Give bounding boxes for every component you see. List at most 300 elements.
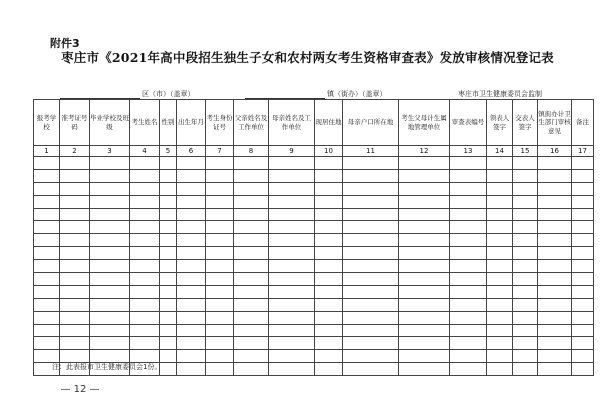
table-cell[interactable] xyxy=(60,169,90,182)
table-cell[interactable] xyxy=(315,234,343,247)
table-cell[interactable] xyxy=(538,208,572,221)
table-cell[interactable] xyxy=(343,247,399,260)
table-cell[interactable] xyxy=(572,324,594,337)
table-cell[interactable] xyxy=(60,350,90,363)
table-cell[interactable] xyxy=(60,234,90,247)
table-cell[interactable] xyxy=(130,221,160,234)
table-cell[interactable] xyxy=(399,324,450,337)
table-cell[interactable] xyxy=(60,208,90,221)
table-cell[interactable] xyxy=(399,234,450,247)
table-cell[interactable] xyxy=(234,195,269,208)
table-row xyxy=(34,285,594,298)
table-cell[interactable] xyxy=(513,273,538,286)
table-cell[interactable] xyxy=(343,350,399,363)
table-cell[interactable] xyxy=(34,182,60,195)
table-cell[interactable] xyxy=(234,363,269,376)
table-cell[interactable] xyxy=(572,337,594,350)
table-cell[interactable] xyxy=(90,311,130,324)
table-cell[interactable] xyxy=(572,195,594,208)
table-cell[interactable] xyxy=(450,285,487,298)
table-cell[interactable] xyxy=(513,169,538,182)
table-cell[interactable] xyxy=(343,182,399,195)
table-cell[interactable] xyxy=(572,350,594,363)
table-cell[interactable] xyxy=(206,285,234,298)
table-cell[interactable] xyxy=(269,195,315,208)
table-cell[interactable] xyxy=(343,363,399,376)
table-cell[interactable] xyxy=(130,182,160,195)
table-cell[interactable] xyxy=(206,337,234,350)
table-cell[interactable] xyxy=(234,221,269,234)
table-cell[interactable] xyxy=(513,221,538,234)
table-cell[interactable] xyxy=(130,208,160,221)
table-cell[interactable] xyxy=(177,363,206,376)
column-number: 6 xyxy=(177,146,206,157)
table-cell[interactable] xyxy=(487,298,513,311)
table-cell[interactable] xyxy=(34,273,60,286)
table-cell[interactable] xyxy=(538,182,572,195)
table-cell[interactable] xyxy=(513,260,538,273)
table-cell[interactable] xyxy=(513,324,538,337)
table-cell[interactable] xyxy=(450,298,487,311)
table-cell[interactable] xyxy=(538,285,572,298)
table-cell[interactable] xyxy=(60,260,90,273)
table-row xyxy=(34,234,594,247)
table-cell[interactable] xyxy=(538,350,572,363)
table-row xyxy=(34,247,594,260)
table-cell[interactable] xyxy=(572,208,594,221)
table-cell[interactable] xyxy=(160,285,177,298)
table-cell[interactable] xyxy=(343,260,399,273)
table-cell[interactable] xyxy=(130,234,160,247)
table-cell[interactable] xyxy=(90,298,130,311)
table-cell[interactable] xyxy=(177,157,206,170)
table-cell[interactable] xyxy=(90,169,130,182)
table-cell[interactable] xyxy=(234,169,269,182)
table-cell[interactable] xyxy=(572,285,594,298)
table-cell[interactable] xyxy=(450,350,487,363)
table-cell[interactable] xyxy=(513,247,538,260)
table-cell[interactable] xyxy=(206,350,234,363)
column-header: 父亲姓名及工作单位 xyxy=(234,100,269,146)
table-cell[interactable] xyxy=(160,324,177,337)
table-cell[interactable] xyxy=(234,157,269,170)
table-cell[interactable] xyxy=(513,298,538,311)
table-cell[interactable] xyxy=(90,324,130,337)
table-cell[interactable] xyxy=(177,337,206,350)
table-cell[interactable] xyxy=(513,182,538,195)
table-cell[interactable] xyxy=(315,285,343,298)
table-cell[interactable] xyxy=(399,337,450,350)
table-cell[interactable] xyxy=(234,234,269,247)
table-cell[interactable] xyxy=(487,311,513,324)
table-cell[interactable] xyxy=(90,182,130,195)
table-cell[interactable] xyxy=(206,363,234,376)
table-cell[interactable] xyxy=(234,324,269,337)
table-cell[interactable] xyxy=(343,169,399,182)
table-cell[interactable] xyxy=(177,260,206,273)
table-cell[interactable] xyxy=(572,182,594,195)
table-cell[interactable] xyxy=(177,350,206,363)
table-cell[interactable] xyxy=(234,350,269,363)
table-cell[interactable] xyxy=(315,247,343,260)
table-cell[interactable] xyxy=(90,350,130,363)
table-cell[interactable] xyxy=(206,234,234,247)
table-cell[interactable] xyxy=(538,363,572,376)
table-cell[interactable] xyxy=(34,234,60,247)
table-cell[interactable] xyxy=(90,234,130,247)
table-cell[interactable] xyxy=(450,208,487,221)
table-cell[interactable] xyxy=(130,298,160,311)
table-cell[interactable] xyxy=(177,247,206,260)
table-cell[interactable] xyxy=(177,169,206,182)
table-cell[interactable] xyxy=(450,182,487,195)
table-cell[interactable] xyxy=(538,234,572,247)
table-cell[interactable] xyxy=(315,169,343,182)
table-cell[interactable] xyxy=(130,169,160,182)
table-cell[interactable] xyxy=(399,247,450,260)
table-cell[interactable] xyxy=(60,247,90,260)
table-cell[interactable] xyxy=(160,298,177,311)
table-cell[interactable] xyxy=(269,273,315,286)
table-cell[interactable] xyxy=(315,221,343,234)
table-cell[interactable] xyxy=(234,182,269,195)
table-cell[interactable] xyxy=(160,234,177,247)
table-cell[interactable] xyxy=(160,221,177,234)
table-cell[interactable] xyxy=(269,169,315,182)
table-cell[interactable] xyxy=(487,195,513,208)
table-cell[interactable] xyxy=(487,157,513,170)
table-cell[interactable] xyxy=(343,324,399,337)
table-cell[interactable] xyxy=(487,247,513,260)
table-cell[interactable] xyxy=(487,285,513,298)
table-cell[interactable] xyxy=(60,285,90,298)
table-cell[interactable] xyxy=(177,195,206,208)
column-header: 考生姓名 xyxy=(130,100,160,146)
table-cell[interactable] xyxy=(90,337,130,350)
table-cell[interactable] xyxy=(234,311,269,324)
table-cell[interactable] xyxy=(206,311,234,324)
table-cell[interactable] xyxy=(343,157,399,170)
table-cell[interactable] xyxy=(513,337,538,350)
table-cell[interactable] xyxy=(177,324,206,337)
table-cell[interactable] xyxy=(34,169,60,182)
table-cell[interactable] xyxy=(450,247,487,260)
table-cell[interactable] xyxy=(538,337,572,350)
table-cell[interactable] xyxy=(34,195,60,208)
table-cell[interactable] xyxy=(315,337,343,350)
table-cell[interactable] xyxy=(450,311,487,324)
table-cell[interactable] xyxy=(160,363,177,376)
table-cell[interactable] xyxy=(572,234,594,247)
table-cell[interactable] xyxy=(34,311,60,324)
table-cell[interactable] xyxy=(177,273,206,286)
column-header: 备注 xyxy=(572,100,594,146)
table-cell[interactable] xyxy=(315,195,343,208)
table-row xyxy=(34,350,594,363)
table-cell[interactable] xyxy=(399,285,450,298)
table-cell[interactable] xyxy=(269,247,315,260)
table-cell[interactable] xyxy=(487,350,513,363)
table-cell[interactable] xyxy=(487,169,513,182)
table-cell[interactable] xyxy=(399,169,450,182)
table-cell[interactable] xyxy=(487,337,513,350)
table-cell[interactable] xyxy=(269,363,315,376)
table-cell[interactable] xyxy=(269,298,315,311)
table-cell[interactable] xyxy=(234,273,269,286)
table-cell[interactable] xyxy=(206,221,234,234)
table-cell[interactable] xyxy=(206,298,234,311)
column-number: 9 xyxy=(269,146,315,157)
table-cell[interactable] xyxy=(487,260,513,273)
table-cell[interactable] xyxy=(206,324,234,337)
table-row xyxy=(34,195,594,208)
table-cell[interactable] xyxy=(450,169,487,182)
column-number: 14 xyxy=(487,146,513,157)
table-cell[interactable] xyxy=(399,273,450,286)
table-cell[interactable] xyxy=(315,311,343,324)
table-cell[interactable] xyxy=(538,311,572,324)
table-cell[interactable] xyxy=(343,285,399,298)
table-cell[interactable] xyxy=(34,324,60,337)
table-cell[interactable] xyxy=(538,169,572,182)
table-cell[interactable] xyxy=(538,324,572,337)
table-cell[interactable] xyxy=(34,221,60,234)
table-cell[interactable] xyxy=(90,157,130,170)
table-cell[interactable] xyxy=(572,298,594,311)
table-cell[interactable] xyxy=(513,157,538,170)
table-cell[interactable] xyxy=(343,208,399,221)
table-cell[interactable] xyxy=(399,363,450,376)
table-cell[interactable] xyxy=(160,350,177,363)
table-cell[interactable] xyxy=(269,234,315,247)
table-cell[interactable] xyxy=(269,350,315,363)
table-cell[interactable] xyxy=(513,285,538,298)
table-cell[interactable] xyxy=(60,182,90,195)
table-cell[interactable] xyxy=(130,157,160,170)
table-cell[interactable] xyxy=(538,298,572,311)
table-cell[interactable] xyxy=(34,157,60,170)
table-cell[interactable] xyxy=(90,221,130,234)
table-cell[interactable] xyxy=(130,350,160,363)
table-cell[interactable] xyxy=(513,311,538,324)
table-cell[interactable] xyxy=(90,285,130,298)
table-cell[interactable] xyxy=(60,195,90,208)
table-cell[interactable] xyxy=(206,273,234,286)
table-cell[interactable] xyxy=(399,195,450,208)
table-cell[interactable] xyxy=(160,157,177,170)
table-cell[interactable] xyxy=(513,350,538,363)
table-cell[interactable] xyxy=(234,298,269,311)
table-cell[interactable] xyxy=(177,234,206,247)
table-cell[interactable] xyxy=(269,285,315,298)
table-cell[interactable] xyxy=(399,182,450,195)
table-cell[interactable] xyxy=(572,311,594,324)
table-cell[interactable] xyxy=(513,234,538,247)
table-cell[interactable] xyxy=(269,182,315,195)
table-cell[interactable] xyxy=(343,298,399,311)
table-cell[interactable] xyxy=(60,273,90,286)
table-cell[interactable] xyxy=(90,260,130,273)
table-cell[interactable] xyxy=(90,273,130,286)
table-cell[interactable] xyxy=(487,221,513,234)
table-cell[interactable] xyxy=(160,169,177,182)
table-cell[interactable] xyxy=(399,157,450,170)
table-cell[interactable] xyxy=(34,285,60,298)
table-cell[interactable] xyxy=(60,221,90,234)
table-cell[interactable] xyxy=(538,195,572,208)
table-cell[interactable] xyxy=(450,273,487,286)
table-cell[interactable] xyxy=(538,221,572,234)
table-row xyxy=(34,337,594,350)
table-cell[interactable] xyxy=(206,260,234,273)
table-cell[interactable] xyxy=(90,208,130,221)
table-cell[interactable] xyxy=(450,221,487,234)
table-cell[interactable] xyxy=(572,169,594,182)
table-cell[interactable] xyxy=(160,208,177,221)
table-cell[interactable] xyxy=(130,324,160,337)
table-cell[interactable] xyxy=(315,298,343,311)
table-cell[interactable] xyxy=(487,208,513,221)
table-cell[interactable] xyxy=(450,234,487,247)
table-cell[interactable] xyxy=(450,363,487,376)
table-row xyxy=(34,157,594,170)
table-cell[interactable] xyxy=(60,324,90,337)
table-cell[interactable] xyxy=(269,157,315,170)
table-cell[interactable] xyxy=(177,298,206,311)
table-row xyxy=(34,260,594,273)
table-cell[interactable] xyxy=(399,350,450,363)
table-cell[interactable] xyxy=(130,285,160,298)
table-cell[interactable] xyxy=(399,208,450,221)
table-cell[interactable] xyxy=(315,157,343,170)
table-cell[interactable] xyxy=(177,208,206,221)
table-cell[interactable] xyxy=(572,260,594,273)
table-cell[interactable] xyxy=(269,260,315,273)
table-cell[interactable] xyxy=(34,247,60,260)
table-cell[interactable] xyxy=(234,247,269,260)
table-cell[interactable] xyxy=(450,195,487,208)
table-cell[interactable] xyxy=(269,311,315,324)
table-cell[interactable] xyxy=(206,169,234,182)
table-cell[interactable] xyxy=(130,247,160,260)
table-cell[interactable] xyxy=(572,363,594,376)
table-cell[interactable] xyxy=(234,285,269,298)
table-cell[interactable] xyxy=(315,208,343,221)
table-cell[interactable] xyxy=(160,182,177,195)
table-cell[interactable] xyxy=(90,195,130,208)
table-cell[interactable] xyxy=(34,208,60,221)
table-cell[interactable] xyxy=(60,311,90,324)
table-cell[interactable] xyxy=(399,260,450,273)
table-cell[interactable] xyxy=(513,208,538,221)
table-cell[interactable] xyxy=(487,324,513,337)
table-cell[interactable] xyxy=(399,221,450,234)
table-cell[interactable] xyxy=(315,260,343,273)
table-cell[interactable] xyxy=(315,273,343,286)
table-cell[interactable] xyxy=(538,247,572,260)
table-cell[interactable] xyxy=(315,182,343,195)
table-cell[interactable] xyxy=(315,324,343,337)
table-cell[interactable] xyxy=(160,195,177,208)
table-cell[interactable] xyxy=(269,324,315,337)
table-cell[interactable] xyxy=(177,221,206,234)
table-cell[interactable] xyxy=(315,350,343,363)
table-cell[interactable] xyxy=(90,247,130,260)
table-cell[interactable] xyxy=(269,208,315,221)
table-cell[interactable] xyxy=(538,260,572,273)
table-cell[interactable] xyxy=(450,324,487,337)
table-cell[interactable] xyxy=(343,311,399,324)
column-header: 性别 xyxy=(160,100,177,146)
table-cell[interactable] xyxy=(513,363,538,376)
table-cell[interactable] xyxy=(177,285,206,298)
table-cell[interactable] xyxy=(130,337,160,350)
table-cell[interactable] xyxy=(130,311,160,324)
table-cell[interactable] xyxy=(60,337,90,350)
table-cell[interactable] xyxy=(487,273,513,286)
table-cell[interactable] xyxy=(487,234,513,247)
table-cell[interactable] xyxy=(513,195,538,208)
table-cell[interactable] xyxy=(572,221,594,234)
table-cell[interactable] xyxy=(450,157,487,170)
table-cell[interactable] xyxy=(160,247,177,260)
table-cell[interactable] xyxy=(343,221,399,234)
table-cell[interactable] xyxy=(177,182,206,195)
table-cell[interactable] xyxy=(315,363,343,376)
table-cell[interactable] xyxy=(160,273,177,286)
table-cell[interactable] xyxy=(160,337,177,350)
table-cell[interactable] xyxy=(572,157,594,170)
table-cell[interactable] xyxy=(399,311,450,324)
table-cell[interactable] xyxy=(130,195,160,208)
table-cell[interactable] xyxy=(160,311,177,324)
table-cell[interactable] xyxy=(343,273,399,286)
table-cell[interactable] xyxy=(60,298,90,311)
table-cell[interactable] xyxy=(60,157,90,170)
table-cell[interactable] xyxy=(538,273,572,286)
table-cell[interactable] xyxy=(34,260,60,273)
table-cell[interactable] xyxy=(206,247,234,260)
table-cell[interactable] xyxy=(487,182,513,195)
table-cell[interactable] xyxy=(487,363,513,376)
table-cell[interactable] xyxy=(572,247,594,260)
table-cell[interactable] xyxy=(399,298,450,311)
table-cell[interactable] xyxy=(234,337,269,350)
table-cell[interactable] xyxy=(234,208,269,221)
table-cell[interactable] xyxy=(343,195,399,208)
table-cell[interactable] xyxy=(206,195,234,208)
table-cell[interactable] xyxy=(34,350,60,363)
table-cell[interactable] xyxy=(34,298,60,311)
table-cell[interactable] xyxy=(538,157,572,170)
table-cell[interactable] xyxy=(177,311,206,324)
table-cell[interactable] xyxy=(343,234,399,247)
table-cell[interactable] xyxy=(34,337,60,350)
table-cell[interactable] xyxy=(450,337,487,350)
table-cell[interactable] xyxy=(234,260,269,273)
table-cell[interactable] xyxy=(269,337,315,350)
table-cell[interactable] xyxy=(130,260,160,273)
table-cell[interactable] xyxy=(206,182,234,195)
table-cell[interactable] xyxy=(206,157,234,170)
table-cell[interactable] xyxy=(160,260,177,273)
table-cell[interactable] xyxy=(206,208,234,221)
table-cell[interactable] xyxy=(450,260,487,273)
table-cell[interactable] xyxy=(572,273,594,286)
table-cell[interactable] xyxy=(269,221,315,234)
table-cell[interactable] xyxy=(343,337,399,350)
table-cell[interactable] xyxy=(130,273,160,286)
